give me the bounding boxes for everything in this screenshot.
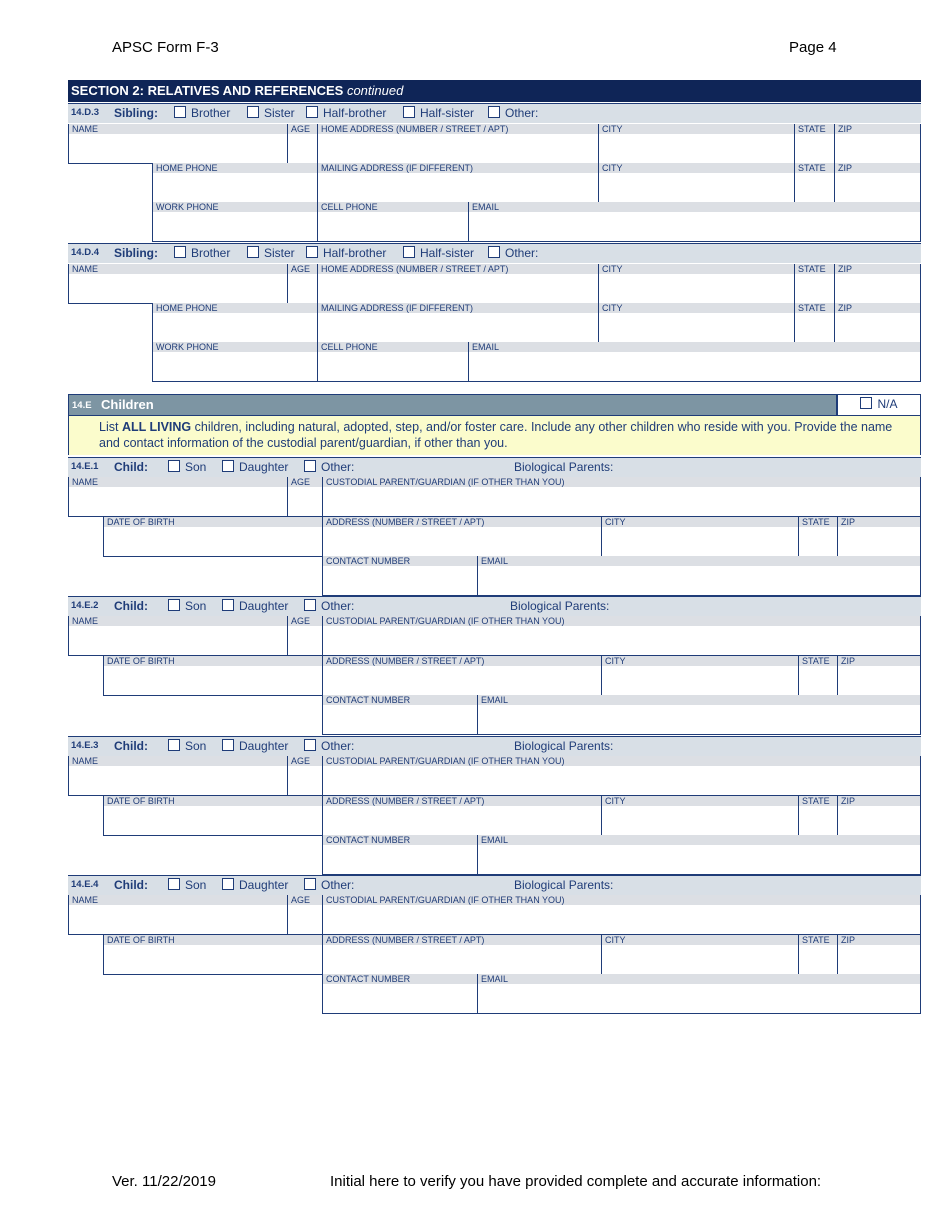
page-number: Page 4 <box>789 39 837 56</box>
custodial-address-field-label: ADDRESS (NUMBER / STREET / APT) <box>323 656 601 666</box>
na-checkbox-area[interactable] <box>836 395 920 415</box>
custodial-zip-field-label: ZIP <box>838 656 920 666</box>
checkbox[interactable] <box>304 460 316 472</box>
child-name-field-label: NAME <box>69 477 287 487</box>
child-name-field[interactable] <box>68 477 288 517</box>
sibling-home-address-field[interactable] <box>317 124 599 164</box>
child-dob-field-label: DATE OF BIRTH <box>104 796 322 806</box>
child-age-field[interactable] <box>287 756 323 796</box>
biological-parents-label: Biological Parents: <box>514 460 614 474</box>
children-code: 14.E <box>72 400 92 411</box>
custodial-city-field-label: CITY <box>602 796 798 806</box>
sibling-mailing-address-field-label: MAILING ADDRESS (IF DIFFERENT) <box>318 163 598 173</box>
children-title: Children <box>101 397 154 412</box>
checkbox[interactable] <box>222 599 234 611</box>
custodial-address-field-label: ADDRESS (NUMBER / STREET / APT) <box>323 517 601 527</box>
custodial-zip-field[interactable] <box>837 935 921 975</box>
child-row-4-option[interactable] <box>222 876 288 894</box>
checkbox[interactable] <box>168 599 180 611</box>
custodial-city-field-label: CITY <box>602 517 798 527</box>
biological-parents-label: Biological Parents: <box>514 739 614 753</box>
contact-number-field-label: CONTACT NUMBER <box>323 695 477 705</box>
sibling-zip-field-label: ZIP <box>835 264 920 274</box>
sibling-work-phone-field-label: WORK PHONE <box>153 342 317 352</box>
child-row-3-option[interactable] <box>168 737 206 755</box>
sibling-mailing-city-field[interactable] <box>598 303 795 343</box>
sibling-row-4-option[interactable] <box>306 244 386 262</box>
initial-instruction: Initial here to verify you have provided complete and accurate information: <box>330 1173 822 1190</box>
checkbox[interactable] <box>222 460 234 472</box>
custodial-address-field-label: ADDRESS (NUMBER / STREET / APT) <box>323 796 601 806</box>
custodial-parent-field[interactable] <box>322 756 921 796</box>
sibling-state-field[interactable] <box>794 124 835 164</box>
sibling-mailing-city-field-label: CITY <box>599 163 794 173</box>
child-row-4 <box>68 875 921 895</box>
child-name-field-label: NAME <box>69 895 287 905</box>
child-dob-field[interactable] <box>103 796 323 836</box>
custodial-zip-field-label: ZIP <box>838 935 920 945</box>
custodial-parent-field-label: CUSTODIAL PARENT/GUARDIAN (IF OTHER THAN YOU) <box>323 477 920 487</box>
custodial-zip-field[interactable] <box>837 656 921 696</box>
child-row-1-type-label: Child: <box>114 460 148 474</box>
option-label: Sister <box>264 106 295 120</box>
custodial-zip-field-label: ZIP <box>838 796 920 806</box>
child-row-4-option[interactable] <box>304 876 354 894</box>
child-row-3-option[interactable] <box>304 737 354 755</box>
custodial-address-field[interactable] <box>322 517 602 557</box>
checkbox[interactable] <box>304 739 316 751</box>
option-label: Brother <box>191 106 231 120</box>
child-dob-field[interactable] <box>103 656 323 696</box>
sibling-email-field[interactable] <box>468 342 921 382</box>
sibling-home-address-field-label: HOME ADDRESS (NUMBER / STREET / APT) <box>318 264 598 274</box>
sibling-mailing-zip-field-label: ZIP <box>835 303 920 313</box>
custodial-address-field-label: ADDRESS (NUMBER / STREET / APT) <box>323 935 601 945</box>
child-age-field-label: AGE <box>288 477 322 487</box>
child-dob-field-label: DATE OF BIRTH <box>104 517 322 527</box>
sibling-work-phone-field[interactable] <box>152 202 318 242</box>
sibling-row-3-code: 14.D.3 <box>71 107 99 118</box>
custodial-state-field[interactable] <box>798 517 838 557</box>
child-row-2-type-label: Child: <box>114 599 148 613</box>
custodial-city-field[interactable] <box>601 517 799 557</box>
option-label: Other: <box>321 460 355 474</box>
na-checkbox[interactable] <box>860 397 872 409</box>
sibling-row-3-option[interactable] <box>306 104 386 122</box>
sibling-mailing-zip-field[interactable] <box>834 303 921 343</box>
sibling-home-address-field[interactable] <box>317 264 599 304</box>
sibling-row-3 <box>68 103 921 123</box>
option-label: Brother <box>191 246 231 260</box>
sibling-mailing-address-field-label: MAILING ADDRESS (IF DIFFERENT) <box>318 303 598 313</box>
instructions-rest: children, including natural, adopted, step, and/or foster care. Include any other children who reside with you. Provide the name and contact information of the custodial parent/guardian, if other than you. <box>99 420 893 450</box>
contact-number-field-label: CONTACT NUMBER <box>323 556 477 566</box>
sibling-zip-field[interactable] <box>834 264 921 304</box>
child-row-1-option[interactable] <box>222 458 288 476</box>
sibling-state-field-label: STATE <box>795 264 834 274</box>
child-age-field-label: AGE <box>288 895 322 905</box>
instructions-bold: ALL LIVING <box>121 420 192 434</box>
option-label: Half-sister <box>420 246 475 260</box>
option-label: Other: <box>505 106 539 120</box>
checkbox[interactable] <box>247 106 259 118</box>
custodial-state-field[interactable] <box>798 935 838 975</box>
custodial-state-field-label: STATE <box>799 796 837 806</box>
sibling-zip-field-label: ZIP <box>835 124 920 134</box>
child-row-3 <box>68 736 921 756</box>
child-dob-field[interactable] <box>103 935 323 975</box>
custodial-parent-field-label: CUSTODIAL PARENT/GUARDIAN (IF OTHER THAN YOU) <box>323 756 920 766</box>
option-label: Daughter <box>239 460 289 474</box>
sibling-city-field[interactable] <box>598 264 795 304</box>
sibling-row-4-option[interactable] <box>247 244 295 262</box>
checkbox[interactable] <box>222 878 234 890</box>
option-label: Son <box>185 460 207 474</box>
sibling-mailing-state-field-label: STATE <box>795 303 834 313</box>
child-age-field[interactable] <box>287 616 323 656</box>
checkbox[interactable] <box>306 246 318 258</box>
option-label: Sister <box>264 246 295 260</box>
custodial-email-field[interactable] <box>477 556 921 596</box>
child-row-1-code: 14.E.1 <box>71 461 99 472</box>
child-row-1 <box>68 457 921 477</box>
child-row-3-type-label: Child: <box>114 739 148 753</box>
child-dob-field[interactable] <box>103 517 323 557</box>
sibling-mailing-state-field-label: STATE <box>795 163 834 173</box>
sibling-cell-phone-field-label: CELL PHONE <box>318 202 468 212</box>
option-label: Son <box>185 739 207 753</box>
section-title: SECTION 2: RELATIVES AND REFERENCES <box>71 83 344 98</box>
sibling-row-3-option[interactable] <box>247 104 295 122</box>
section-header <box>68 80 921 102</box>
sibling-row-3-option[interactable] <box>174 104 230 122</box>
contact-number-field-label: CONTACT NUMBER <box>323 974 477 984</box>
sibling-city-field-label: CITY <box>599 124 794 134</box>
sibling-email-field-label: EMAIL <box>469 202 920 212</box>
sibling-row-4-option[interactable] <box>488 244 538 262</box>
sibling-cell-phone-field[interactable] <box>317 202 469 242</box>
child-name-field[interactable] <box>68 756 288 796</box>
child-age-field-label: AGE <box>288 756 322 766</box>
sibling-age-field[interactable] <box>287 124 318 164</box>
custodial-zip-field[interactable] <box>837 796 921 836</box>
sibling-email-field-label: EMAIL <box>469 342 920 352</box>
custodial-address-field[interactable] <box>322 935 602 975</box>
custodial-state-field[interactable] <box>798 796 838 836</box>
option-label: Son <box>185 878 207 892</box>
child-dob-field-label: DATE OF BIRTH <box>104 935 322 945</box>
sibling-work-phone-field[interactable] <box>152 342 318 382</box>
custodial-city-field[interactable] <box>601 656 799 696</box>
option-label: Other: <box>321 599 355 613</box>
checkbox[interactable] <box>306 106 318 118</box>
sibling-mailing-zip-field[interactable] <box>834 163 921 203</box>
child-row-3-code: 14.E.3 <box>71 740 99 751</box>
sibling-row-4-option[interactable] <box>174 244 230 262</box>
child-age-field[interactable] <box>287 895 323 935</box>
option-label: Other: <box>505 246 539 260</box>
child-row-1-option[interactable] <box>168 458 206 476</box>
checkbox[interactable] <box>247 246 259 258</box>
version-label: Ver. 11/22/2019 <box>112 1173 216 1190</box>
child-row-2 <box>68 596 921 616</box>
child-row-4-code: 14.E.4 <box>71 879 99 890</box>
child-name-field-label: NAME <box>69 756 287 766</box>
contact-number-field[interactable] <box>322 974 478 1014</box>
custodial-parent-field[interactable] <box>322 477 921 517</box>
sibling-home-phone-field-label: HOME PHONE <box>153 163 317 173</box>
sibling-row-3-type-label: Sibling: <box>114 106 158 120</box>
sibling-row-3-option[interactable] <box>403 104 474 122</box>
checkbox[interactable] <box>174 106 186 118</box>
custodial-parent-field-label: CUSTODIAL PARENT/GUARDIAN (IF OTHER THAN YOU) <box>323 895 920 905</box>
child-row-2-option[interactable] <box>304 597 354 615</box>
child-row-2-option[interactable] <box>168 597 206 615</box>
na-label: N/A <box>877 397 898 411</box>
biological-parents-label: Biological Parents: <box>510 599 610 613</box>
sibling-age-field-label: AGE <box>288 264 317 274</box>
contact-number-field[interactable] <box>322 835 478 875</box>
custodial-state-field[interactable] <box>798 656 838 696</box>
children-section-header <box>68 394 921 416</box>
child-dob-field-label: DATE OF BIRTH <box>104 656 322 666</box>
child-name-field-label: NAME <box>69 616 287 626</box>
child-name-field[interactable] <box>68 616 288 656</box>
sibling-home-phone-field[interactable] <box>152 303 318 343</box>
child-age-field[interactable] <box>287 477 323 517</box>
sibling-name-field[interactable] <box>68 264 288 304</box>
custodial-email-field[interactable] <box>477 695 921 735</box>
sibling-work-phone-field-label: WORK PHONE <box>153 202 317 212</box>
child-row-1-option[interactable] <box>304 458 354 476</box>
custodial-state-field-label: STATE <box>799 656 837 666</box>
sibling-city-field[interactable] <box>598 124 795 164</box>
custodial-zip-field[interactable] <box>837 517 921 557</box>
sibling-city-field-label: CITY <box>599 264 794 274</box>
sibling-home-phone-field[interactable] <box>152 163 318 203</box>
checkbox[interactable] <box>174 246 186 258</box>
child-row-2-code: 14.E.2 <box>71 600 99 611</box>
custodial-email-field[interactable] <box>477 835 921 875</box>
checkbox[interactable] <box>304 599 316 611</box>
sibling-name-field-label: NAME <box>69 264 287 274</box>
option-label: Half-brother <box>323 106 387 120</box>
child-age-field-label: AGE <box>288 616 322 626</box>
custodial-email-field-label: EMAIL <box>478 835 920 845</box>
sibling-mailing-state-field[interactable] <box>794 163 835 203</box>
sibling-mailing-state-field[interactable] <box>794 303 835 343</box>
custodial-city-field[interactable] <box>601 935 799 975</box>
custodial-email-field-label: EMAIL <box>478 556 920 566</box>
custodial-address-field[interactable] <box>322 656 602 696</box>
sibling-state-field[interactable] <box>794 264 835 304</box>
sibling-mailing-address-field[interactable] <box>317 163 599 203</box>
contact-number-field[interactable] <box>322 556 478 596</box>
checkbox[interactable] <box>403 246 415 258</box>
option-label: Half-brother <box>323 246 387 260</box>
child-row-4-type-label: Child: <box>114 878 148 892</box>
child-row-3-option[interactable] <box>222 737 288 755</box>
option-label: Son <box>185 599 207 613</box>
option-label: Other: <box>321 739 355 753</box>
custodial-address-field[interactable] <box>322 796 602 836</box>
sibling-email-field[interactable] <box>468 202 921 242</box>
sibling-state-field-label: STATE <box>795 124 834 134</box>
contact-number-field[interactable] <box>322 695 478 735</box>
checkbox[interactable] <box>403 106 415 118</box>
children-instructions <box>68 416 921 455</box>
sibling-mailing-city-field[interactable] <box>598 163 795 203</box>
custodial-parent-field[interactable] <box>322 895 921 935</box>
child-row-2-option[interactable] <box>222 597 288 615</box>
sibling-cell-phone-field-label: CELL PHONE <box>318 342 468 352</box>
child-name-field[interactable] <box>68 895 288 935</box>
checkbox[interactable] <box>488 106 500 118</box>
custodial-state-field-label: STATE <box>799 517 837 527</box>
sibling-name-field-label: NAME <box>69 124 287 134</box>
sibling-row-4 <box>68 243 921 263</box>
sibling-mailing-city-field-label: CITY <box>599 303 794 313</box>
sibling-mailing-zip-field-label: ZIP <box>835 163 920 173</box>
biological-parents-label: Biological Parents: <box>514 878 614 892</box>
checkbox[interactable] <box>222 739 234 751</box>
custodial-email-field-label: EMAIL <box>478 974 920 984</box>
sibling-age-field-label: AGE <box>288 124 317 134</box>
custodial-parent-field[interactable] <box>322 616 921 656</box>
checkbox[interactable] <box>488 246 500 258</box>
sibling-age-field[interactable] <box>287 264 318 304</box>
option-label: Other: <box>321 878 355 892</box>
child-row-4-option[interactable] <box>168 876 206 894</box>
sibling-name-field[interactable] <box>68 124 288 164</box>
sibling-home-address-field-label: HOME ADDRESS (NUMBER / STREET / APT) <box>318 124 598 134</box>
custodial-email-field-label: EMAIL <box>478 695 920 705</box>
custodial-email-field[interactable] <box>477 974 921 1014</box>
sibling-row-4-option[interactable] <box>403 244 474 262</box>
checkbox[interactable] <box>168 878 180 890</box>
custodial-city-field[interactable] <box>601 796 799 836</box>
sibling-row-4-type-label: Sibling: <box>114 246 158 260</box>
checkbox[interactable] <box>304 878 316 890</box>
custodial-city-field-label: CITY <box>602 656 798 666</box>
sibling-cell-phone-field[interactable] <box>317 342 469 382</box>
sibling-home-phone-field-label: HOME PHONE <box>153 303 317 313</box>
custodial-city-field-label: CITY <box>602 935 798 945</box>
custodial-zip-field-label: ZIP <box>838 517 920 527</box>
custodial-parent-field-label: CUSTODIAL PARENT/GUARDIAN (IF OTHER THAN YOU) <box>323 616 920 626</box>
instructions-prefix: List <box>99 420 122 434</box>
checkbox[interactable] <box>168 460 180 472</box>
contact-number-field-label: CONTACT NUMBER <box>323 835 477 845</box>
sibling-zip-field[interactable] <box>834 124 921 164</box>
option-label: Daughter <box>239 878 289 892</box>
form-title: APSC Form F-3 <box>112 39 219 56</box>
option-label: Daughter <box>239 739 289 753</box>
option-label: Daughter <box>239 599 289 613</box>
checkbox[interactable] <box>168 739 180 751</box>
sibling-row-4-code: 14.D.4 <box>71 247 99 258</box>
sibling-row-3-option[interactable] <box>488 104 538 122</box>
option-label: Half-sister <box>420 106 475 120</box>
section-subtitle: continued <box>346 83 404 98</box>
custodial-state-field-label: STATE <box>799 935 837 945</box>
sibling-mailing-address-field[interactable] <box>317 303 599 343</box>
